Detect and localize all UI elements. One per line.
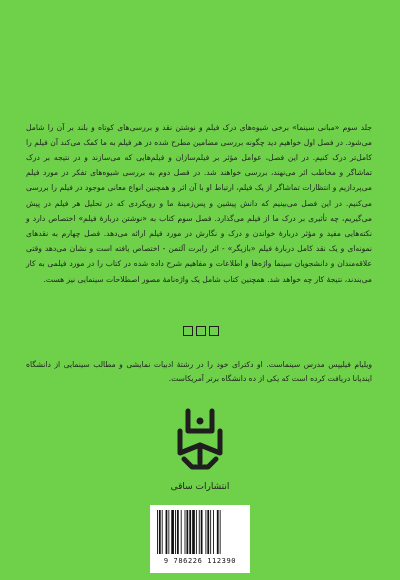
isbn-number: 9 786226 112390 (163, 557, 237, 565)
divider-square-icon (183, 326, 193, 336)
publisher-name: انتشارات ساقی (170, 482, 230, 492)
publisher-logo (158, 401, 242, 497)
barcode (150, 505, 250, 573)
publisher-logo-icon (158, 401, 242, 497)
book-description: جلد سوم «مبانی سینما» برخی شیوه‌های درک فیلم و نوشتن نقد و بررسی‌های کوتاه و بلند بر آن را شامل می‌شود. در فصل اول خواهیم دید چگونه بررسی مضامین مطرح شده در هر فیلم به ما کمک می‌کند آن فیلم را کامل‌تر درک کنیم. در این فصل، عوامل مؤثر بر فیلم‌سازان و فیلم‌هایی که می‌سازند و در نتیجه بر درک تماشاگر و مخاطب اثر می‌نهند، بررسی خواهند شد. در فصل دوم به بررسی شیوه‌های تفکر در مورد فیلم می‌پردازیم و انتظارات تماشاگر از یک فیلم، ارتباط او با آن اثر و همچنین انواع معانی موجود در فیلم را بررسی می‌کنیم. در این فصل می‌بینیم که دانش پیشین و پس‌زمینهٔ ما و رویکردی که در تحلیل هر فیلم در پیش می‌گیریم، چه تأثیری بر درک ما از فیلم می‌گذارد. فصل سوم کتاب به «نوشتن دربارهٔ فیلم» اختصاص دارد و نکته‌هایی مفید و مؤثر دربارهٔ خواندن و درک و نگارش در مورد فیلم ارائه می‌دهد. فصل چهارم به نقدهای نمونه‌ای و یک نقد کامل دربارهٔ فیلم «بازیگر» - اثر رابرت آلتمن - اختصاص یافته است و نشان می‌دهد وقتی علاقه‌مندان و دانشجویان سینما واژه‌ها و اطلاعات و مفاهیم شرح داده شده در کتاب را در مورد فیلمی به کار می‌بندند، نتیجهٔ کار چه خواهد شد. همچنین کتاب شامل یک واژه‌نامهٔ مصور اصطلاحات سینمایی نیز هست. (26, 122, 372, 284)
divider-square-icon (196, 326, 206, 336)
barcode-bars (156, 510, 244, 554)
divider-square-icon (209, 326, 219, 336)
section-divider (178, 326, 224, 338)
author-bio: ویلیام فیلیپس مدرس سینماست. او دکترای خود را در رشتهٔ ادبیات نمایشی و مطالب سینمایی از دانشگاه ایندیانا دریافت کرده است که یکی از ده دانشگاه برتر آمریکاست. (26, 359, 372, 384)
